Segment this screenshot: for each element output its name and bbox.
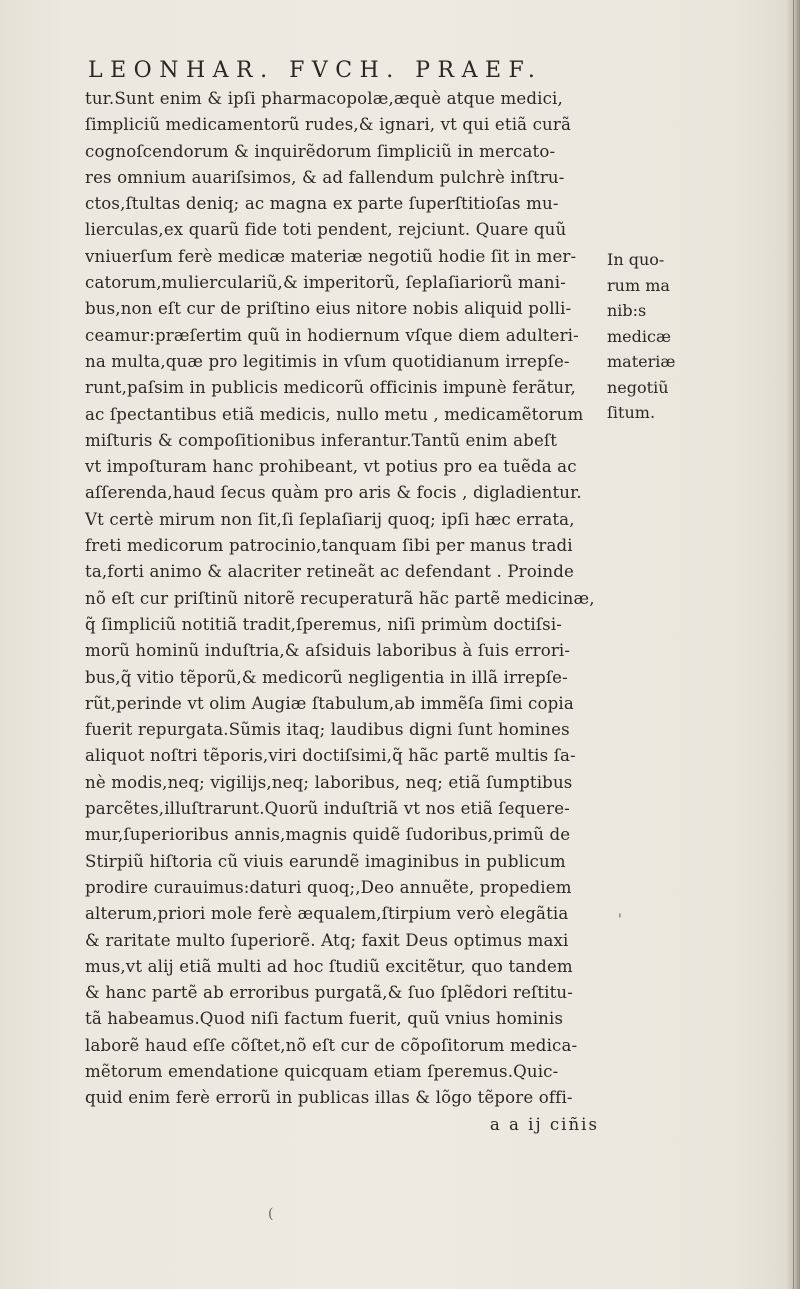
text-line: lierculas,ex quarũ fide toti pendent, rejciunt. Quare quũ — [85, 220, 567, 240]
text-line: aliquot noſtri tẽporis,viri doctiſsimi,q̃ hãc partẽ multis ſa- — [85, 746, 576, 766]
text-line: runt,paſsim in publicis medicorũ officinis impunè ferãtur, — [85, 378, 576, 398]
text-line: nõ eſt cur priſtinũ nitorẽ recuperaturã hãc partẽ medicinæ, — [85, 588, 595, 608]
text-line: & hanc partẽ ab erroribus purgatã,& ſuo ſplẽdori reſtitu- — [85, 983, 574, 1003]
text-line: na multa,quæ pro legitimis in vſum quotidianum irrepſe- — [85, 351, 570, 371]
text-line: prodire curauimus:daturi quoq;,Deo annuẽte, propediem — [85, 877, 572, 897]
ink-speck: ' — [618, 912, 622, 928]
signature-and-catchword: a a ij ciñis — [489, 1114, 599, 1134]
text-line: aſſerenda,haud ſecus quàm pro aris & focis , digladientur. — [85, 483, 582, 503]
body-text — [85, 86, 605, 1138]
text-line: quid enim ferè errorũ in publicas illas & lõgo tẽpore offi- — [85, 1088, 573, 1108]
text-line: catorum,mulierculariũ,& imperitorũ, ſeplaſiariorũ mani- — [85, 273, 566, 293]
text-line: Stirpiũ hiſtoria cũ viuis earundẽ imaginibus in publicum — [85, 851, 566, 871]
text-line: rũt,perinde vt olim Augiæ ſtabulum,ab immẽſa ſimi copia — [85, 693, 574, 713]
marginal-note-line: In quo- — [607, 250, 665, 269]
text-line: ceamur:præſertim quũ in hodiernum vſque diem adulteri- — [85, 325, 579, 345]
marginal-note-line: rum ma — [607, 275, 670, 295]
text-line: morũ hominũ induſtria,& aſsiduis laboribus à ſuis errori- — [85, 641, 571, 661]
text-line: q̃ ſimpliciũ notitiã tradit,ſperemus, niſi primùm doctiſsi- — [85, 614, 563, 634]
text-line: bus,q̃ vitio tẽporũ,& medicorũ negligentia in illã irrepſe- — [85, 667, 568, 687]
running-head: LEONHAR. FVCH. PRAEF. — [88, 58, 543, 83]
marginal-note — [607, 247, 687, 426]
text-line: ta,forti animo & alacriter retineãt ac defendant . Proinde — [85, 562, 574, 582]
text-line: miſturis & compoſitionibus inferantur.Tantũ enim abeſt — [85, 430, 558, 450]
text-line: alterum,priori mole ferè æqualem,ſtirpium verò elegãtia — [85, 904, 569, 924]
marginal-note-line: nib:s — [607, 301, 647, 320]
text-line: ac ſpectantibus etiã medicis, nullo metu , medicamẽtorum — [85, 404, 584, 424]
text-line: cognoſcendorum & inquirẽdorum ſimpliciũ in mercato- — [85, 141, 556, 161]
text-line: freti medicorum patrocinio,tanquam ſibi per manus tradi — [85, 536, 573, 556]
text-line: res omnium auariſsimos, & ad fallendum pulchrè inſtru- — [85, 167, 565, 187]
text-line: ſimpliciũ medicamentorũ rudes,& ignari, vt qui etiã curã — [85, 115, 572, 135]
text-line: mẽtorum emendatione quicquam etiam ſperemus.Quic- — [85, 1061, 559, 1081]
text-line: laborẽ haud eſſe cõſtet,nõ eſt cur de cõpoſitorum medica- — [85, 1035, 578, 1055]
text-line: parcẽtes,illuſtrarunt.Quorũ induſtriã vt nos etiã ſequere- — [85, 799, 570, 819]
text-line: vt impoſturam hanc prohibeant, vt potius pro ea tuẽda ac — [85, 457, 577, 477]
text-line: bus,non eſt cur de priſtino eius nitore nobis aliquid polli- — [85, 299, 572, 319]
text-line: & raritate multo ſuperiorẽ. Atq; faxit Deus optimus maxi — [85, 930, 569, 950]
marginal-note-line: negotiũ — [607, 377, 669, 397]
text-line: mur,ſuperioribus annis,magnis quidẽ ſudoribus,primũ de — [85, 825, 571, 845]
text-line: tã habeamus.Quod niſi factum fuerit, quũ vnius hominis — [85, 1009, 564, 1029]
text-line: fuerit repurgata.Sũmis itaq; laudibus digni ſunt homines — [85, 720, 570, 740]
text-line: ctos,ſtultas deniq; ac magna ex parte ſuperſtitioſas mu- — [85, 194, 559, 214]
marginal-note-line: materiæ — [607, 352, 676, 371]
ink-speck: ( — [268, 1206, 274, 1222]
text-line: Vt certè mirum non ſit,ſi ſeplaſiarij quoq; ipſi hæc errata, — [85, 509, 575, 529]
marginal-note-line: medicæ — [607, 326, 671, 346]
text-line: vniuerſum ferè medicæ materiæ negotiũ hodie ſit in mer- — [85, 246, 577, 266]
marginal-note-line: ſitum. — [607, 403, 656, 422]
text-line: mus,vt alij etiã multi ad hoc ſtudiũ excitẽtur, quo tandem — [85, 956, 573, 976]
text-line: nè modis,neq; vigilijs,neq; laboribus, neq; etiã ſumptibus — [85, 772, 573, 792]
text-line: tur.Sunt enim & ipſi pharmacopolæ,æquè atque medici, — [85, 89, 563, 108]
page-edge-line — [793, 0, 794, 1289]
